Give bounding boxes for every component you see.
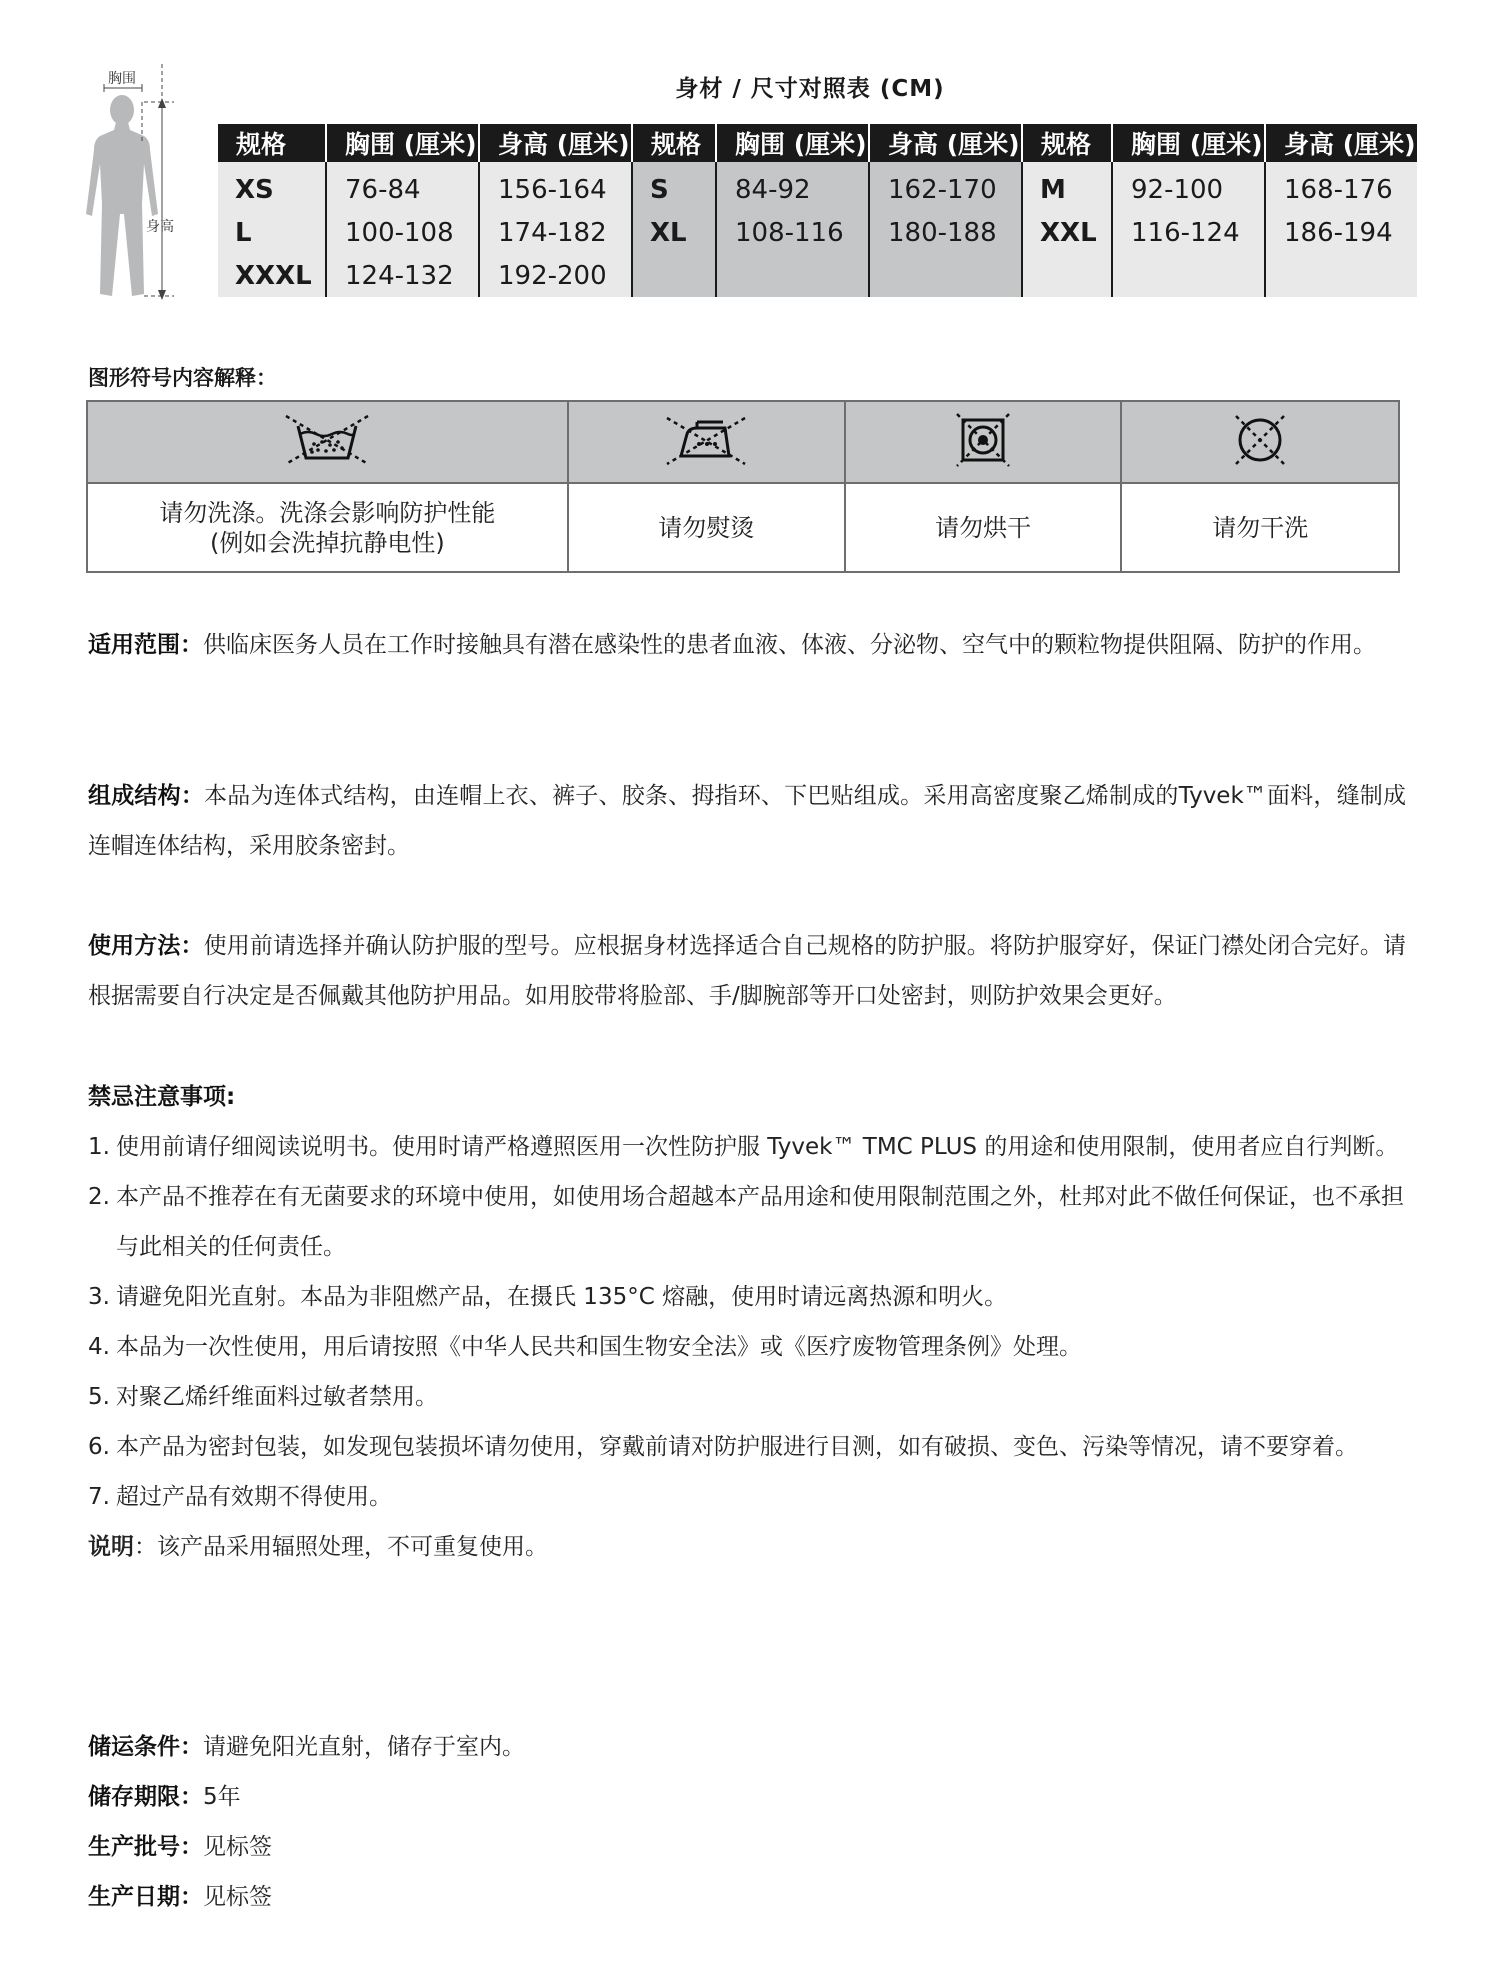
precautions-title-text: 禁忌注意事项: xyxy=(88,1084,236,1110)
size-chest: 92-100 xyxy=(1112,162,1265,211)
size-chest xyxy=(716,254,869,297)
batch-label: 生产批号： xyxy=(88,1834,203,1860)
batch-line xyxy=(88,1822,272,1872)
size-chest: 116-124 xyxy=(1112,211,1265,254)
note-text: ：该产品采用辐照处理，不可重复使用。 xyxy=(134,1534,548,1560)
symbols-icon-row xyxy=(87,401,1399,483)
size-height: 174-182 xyxy=(479,211,632,254)
symbol-cell xyxy=(87,401,568,483)
list-item xyxy=(88,1272,1406,1322)
do-not-iron-icon xyxy=(661,412,751,468)
header-spec: 规格 xyxy=(1022,124,1112,162)
production-date-value: 见标签 xyxy=(203,1884,272,1910)
list-item xyxy=(88,1472,1406,1522)
symbol-text: 请勿烘干 xyxy=(845,483,1122,572)
storage-value: 请避免阳光直射，储存于室内。 xyxy=(203,1734,525,1760)
symbol-text: 请勿干洗 xyxy=(1121,483,1399,572)
symbol-text-line2: (例如会洗掉抗静电性) xyxy=(210,528,445,557)
list-item-text: 请避免阳光直射。本品为非阻燃产品，在摄氏 135°C 熔融，使用时请远离热源和明火。 xyxy=(116,1284,1008,1310)
list-item-text: 本品为一次性使用，用后请按照《中华人民共和国生物安全法》或《医疗废物管理条例》处理。 xyxy=(116,1334,1082,1360)
do-not-tumble-dry-icon xyxy=(953,410,1013,470)
production-date-label: 生产日期： xyxy=(88,1884,203,1910)
size-height: 180-188 xyxy=(869,211,1022,254)
list-item-number: 2. xyxy=(88,1184,110,1210)
header-chest: 胸围 (厘米) xyxy=(1112,124,1265,162)
size-chest: 84-92 xyxy=(716,162,869,211)
note-label: 说明 xyxy=(88,1534,134,1560)
note-line xyxy=(88,1522,1406,1572)
size-height: 168-176 xyxy=(1265,162,1417,211)
storage-label: 储运条件： xyxy=(88,1734,203,1760)
size-chart-row xyxy=(218,211,1417,254)
list-item-number: 4. xyxy=(88,1334,110,1360)
list-item xyxy=(88,1122,1406,1172)
usage-label: 使用方法： xyxy=(88,933,204,959)
scope-label: 适用范围： xyxy=(88,632,203,658)
chest-label: 胸围 xyxy=(108,71,136,87)
usage-text: 使用前请选择并确认防护服的型号。应根据身材选择适合自己规格的防护服。将防护服穿好，保证门襟处闭合完好。请根据需要自行决定是否佩戴其他防护用品。如用胶带将脸部、手/脚腕部等开口处密封，则防护效果会更好。 xyxy=(88,933,1406,1009)
size-height: 156-164 xyxy=(479,162,632,211)
symbol-cell xyxy=(1121,401,1399,483)
size-height xyxy=(869,254,1022,297)
batch-value: 见标签 xyxy=(203,1834,272,1860)
symbol-cell xyxy=(568,401,845,483)
size-height: 162-170 xyxy=(869,162,1022,211)
size-height xyxy=(1265,254,1417,297)
header-spec: 规格 xyxy=(632,124,716,162)
size-chart-title: 身材 / 尺寸对照表 (CM) xyxy=(675,76,945,102)
size-spec: S xyxy=(632,162,716,211)
header-height: 身高 (厘米) xyxy=(869,124,1022,162)
do-not-wash-icon xyxy=(282,412,372,468)
list-item-text: 本产品不推荐在有无菌要求的环境中使用，如使用场合超越本产品用途和使用限制范围之外，杜邦对此不做任何保证，也不承担与此相关的任何责任。 xyxy=(116,1184,1404,1260)
size-spec: M xyxy=(1022,162,1112,211)
size-spec: L xyxy=(218,211,326,254)
header-height: 身高 (厘米) xyxy=(1265,124,1417,162)
list-item-text: 本产品为密封包装，如发现包装损坏请勿使用，穿戴前请对防护服进行目测，如有破损、变色、污染等情况，请不要穿着。 xyxy=(116,1434,1358,1460)
list-item-number: 7. xyxy=(88,1484,110,1510)
list-item-number: 5. xyxy=(88,1384,110,1410)
list-item xyxy=(88,1422,1406,1472)
scope-paragraph xyxy=(88,620,1406,670)
usage-paragraph xyxy=(88,921,1406,1021)
symbols-text-row xyxy=(87,483,1399,572)
list-item-text: 使用前请仔细阅读说明书。使用时请严格遵照医用一次性防护服 Tyvek™ TMC PLUS 的用途和使用限制，使用者应自行判断。 xyxy=(116,1134,1399,1160)
size-height: 192-200 xyxy=(479,254,632,297)
size-chest: 100-108 xyxy=(326,211,479,254)
do-not-dry-clean-icon xyxy=(1230,410,1290,470)
header-chest: 胸围 (厘米) xyxy=(716,124,869,162)
symbol-text: 请勿熨烫 xyxy=(568,483,845,572)
size-chest: 108-116 xyxy=(716,211,869,254)
size-chest xyxy=(1112,254,1265,297)
list-item-text: 超过产品有效期不得使用。 xyxy=(116,1484,392,1510)
header-chest: 胸围 (厘米) xyxy=(326,124,479,162)
precautions-list xyxy=(88,1122,1406,1572)
size-height: 186-194 xyxy=(1265,211,1417,254)
size-spec: XL xyxy=(632,211,716,254)
scope-text: 供临床医务人员在工作时接触具有潜在感染性的患者血液、体液、分泌物、空气中的颗粒物提供阻隔、防护的作用。 xyxy=(203,632,1376,658)
header-spec: 规格 xyxy=(218,124,326,162)
list-item-number: 1. xyxy=(88,1134,110,1160)
size-chart-row xyxy=(218,254,1417,297)
list-item xyxy=(88,1322,1406,1372)
symbol-cell xyxy=(845,401,1122,483)
height-label: 身高 xyxy=(146,219,174,235)
size-spec xyxy=(632,254,716,297)
body-silhouette-icon xyxy=(84,64,184,304)
symbol-text xyxy=(87,483,568,572)
production-date-line xyxy=(88,1872,272,1922)
shelf-life-label: 储存期限： xyxy=(88,1784,203,1810)
composition-paragraph xyxy=(88,771,1406,871)
symbol-text-line1: 请勿洗涤。洗涤会影响防护性能 xyxy=(159,498,496,527)
size-chest: 124-132 xyxy=(326,254,479,297)
size-chest: 76-84 xyxy=(326,162,479,211)
size-spec xyxy=(1022,254,1112,297)
size-chart-table xyxy=(218,124,1417,297)
body-measurement-figure xyxy=(84,64,184,304)
symbols-table xyxy=(86,400,1400,573)
precautions-title xyxy=(88,1072,235,1122)
size-spec: XS xyxy=(218,162,326,211)
symbols-title: 图形符号内容解释： xyxy=(88,366,277,390)
composition-text: 本品为连体式结构，由连帽上衣、裤子、胶条、拇指环、下巴贴组成。采用高密度聚乙烯制成的Tyvek™面料，缝制成连帽连体结构，采用胶条密封。 xyxy=(88,783,1406,859)
list-item xyxy=(88,1372,1406,1422)
list-item-text: 对聚乙烯纤维面料过敏者禁用。 xyxy=(116,1384,438,1410)
storage-line xyxy=(88,1722,525,1772)
size-chart-header-row xyxy=(218,124,1417,162)
size-spec: XXL xyxy=(1022,211,1112,254)
list-item-number: 6. xyxy=(88,1434,110,1460)
size-spec: XXXL xyxy=(218,254,326,297)
list-item-number: 3. xyxy=(88,1284,110,1310)
list-item xyxy=(88,1172,1406,1272)
shelf-life-line xyxy=(88,1772,241,1822)
size-chart-row xyxy=(218,162,1417,211)
header-height: 身高 (厘米) xyxy=(479,124,632,162)
composition-label: 组成结构： xyxy=(88,783,205,809)
shelf-life-value: 5年 xyxy=(203,1784,241,1810)
